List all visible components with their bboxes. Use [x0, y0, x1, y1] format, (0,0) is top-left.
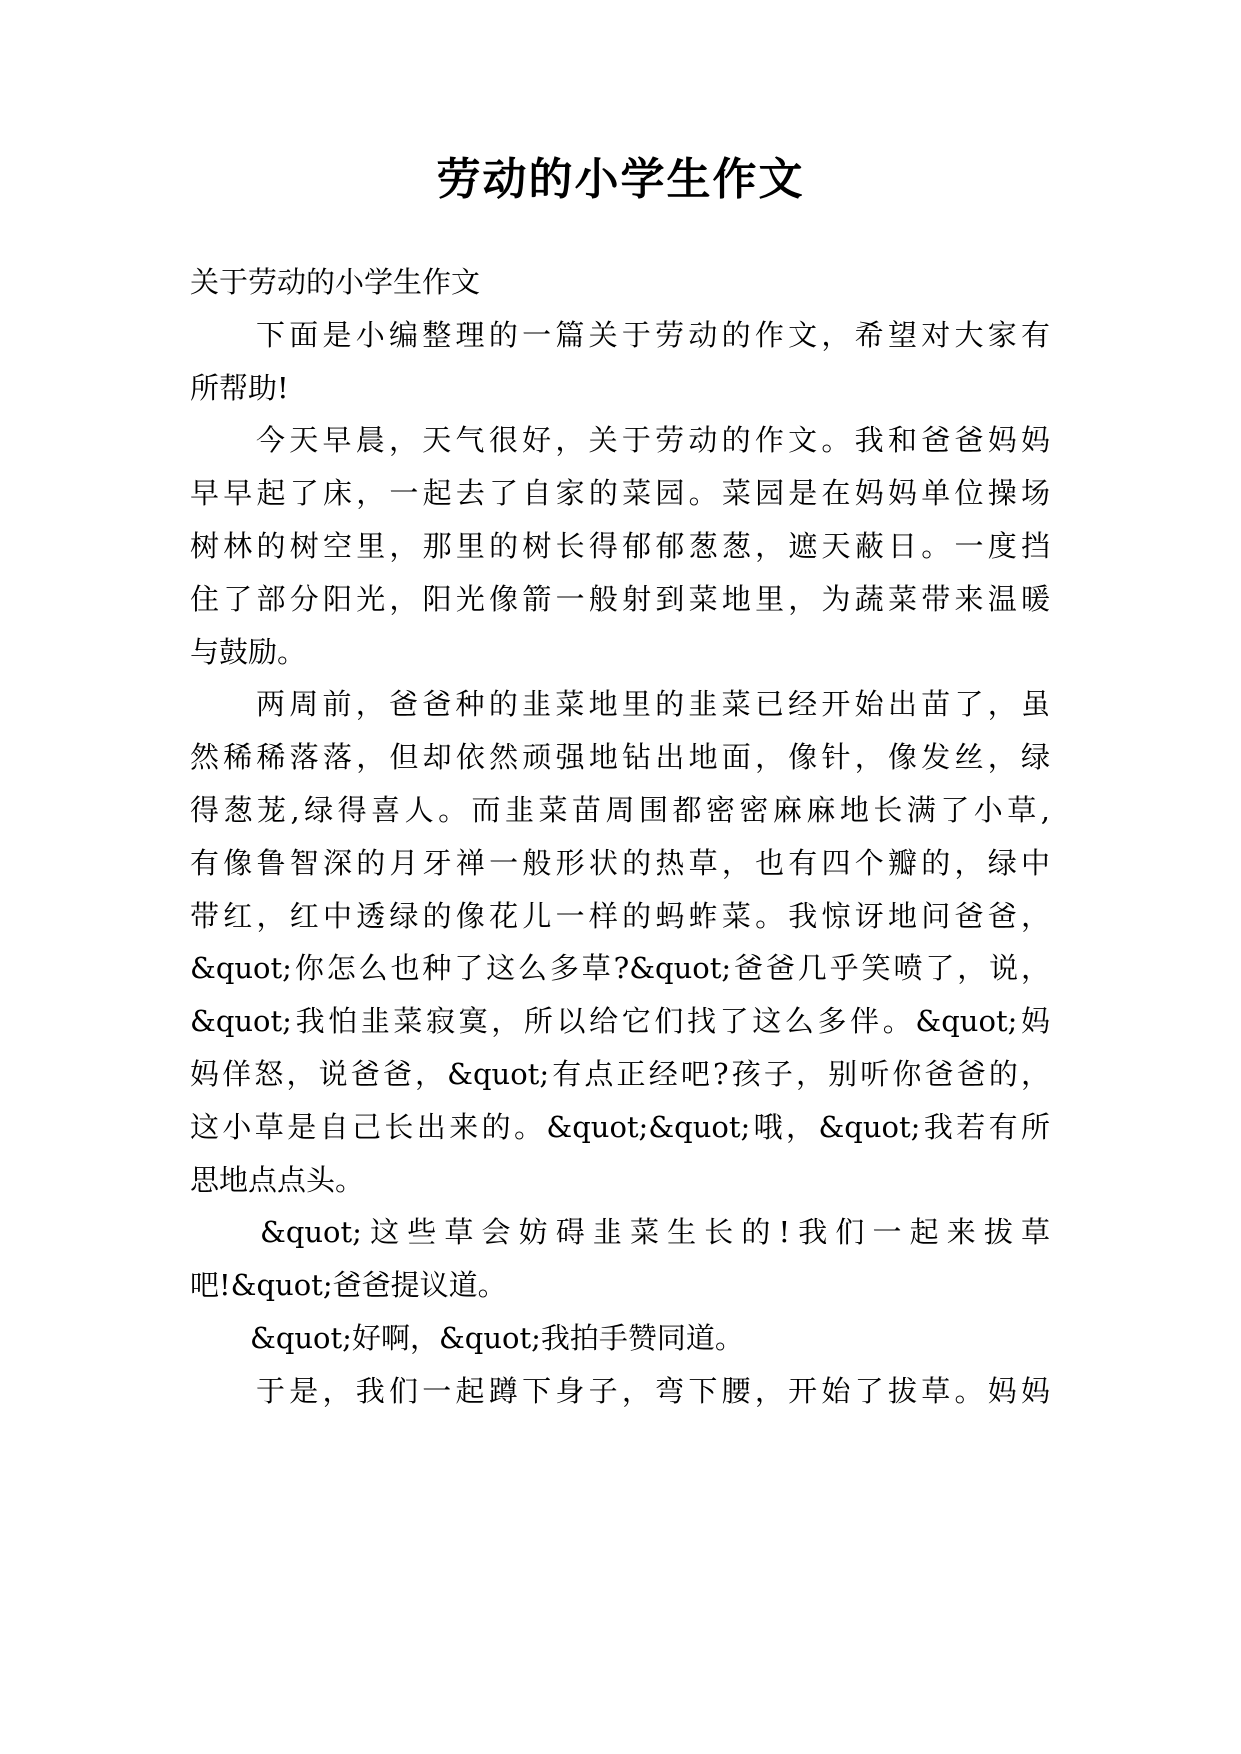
paragraph-line: &quot;好啊，&quot;我拍手赞同道。 [250, 1321, 744, 1355]
paragraph-line: 两周前，爸爸种的韭菜地里的韭菜已经开始出苗了，虽 [256, 687, 1050, 721]
subtitle-line: 关于劳动的小学生作文 [190, 265, 481, 299]
paragraph-line: &quot;你怎么也种了这么多草?&quot;爸爸几乎笑喷了，说， [190, 951, 1050, 985]
paragraph-line: 所帮助! [190, 371, 289, 405]
paragraph-line: 妈佯怒，说爸爸，&quot;有点正经吧?孩子，别听你爸爸的， [190, 1057, 1050, 1091]
paragraph-line: 与鼓励。 [190, 635, 307, 669]
paragraph-line: 吧!&quot;爸爸提议道。 [190, 1268, 507, 1302]
paragraph-line: 这小草是自己长出来的。&quot;&quot;哦，&quot;我若有所 [190, 1110, 1050, 1144]
paragraph-line: 住了部分阳光，阳光像箭一般射到菜地里，为蔬菜带来温暖 [190, 582, 1050, 616]
paragraph-line: 带红，红中透绿的像花儿一样的蚂蚱菜。我惊讶地问爸爸， [190, 899, 1050, 933]
document-title: 劳动的小学生作文 [436, 154, 805, 205]
paragraph-line: 下面是小编整理的一篇关于劳动的作文，希望对大家有 [256, 318, 1050, 352]
paragraph-line: &quot;我怕韭菜寂寞，所以给它们找了这么多伴。&quot;妈 [190, 1004, 1050, 1038]
paragraph-line: 早早起了床，一起去了自家的菜园。菜园是在妈妈单位操场 [190, 476, 1050, 510]
paragraph-line: 树林的树空里，那里的树长得郁郁葱葱，遮天蔽日。一度挡 [190, 529, 1050, 563]
paragraph-line: 今天早晨，天气很好，关于劳动的作文。我和爸爸妈妈 [256, 423, 1050, 457]
paragraph-line: 有像鲁智深的月牙禅一般形状的热草，也有四个瓣的，绿中 [190, 846, 1050, 880]
paragraph-line: 于是，我们一起蹲下身子，弯下腰，开始了拔草。妈妈 [256, 1374, 1050, 1408]
paragraph-line: &quot;这些草会妨碍韭菜生长的!我们一起来拔草 [260, 1215, 1050, 1249]
paragraph-line: 然稀稀落落，但却依然顽强地钻出地面，像针，像发丝，绿 [190, 740, 1050, 774]
paragraph-line: 思地点点头。 [190, 1163, 365, 1197]
paragraph-line: 得葱茏,绿得喜人。而韭菜苗周围都密密麻麻地长满了小草, [190, 793, 1050, 827]
